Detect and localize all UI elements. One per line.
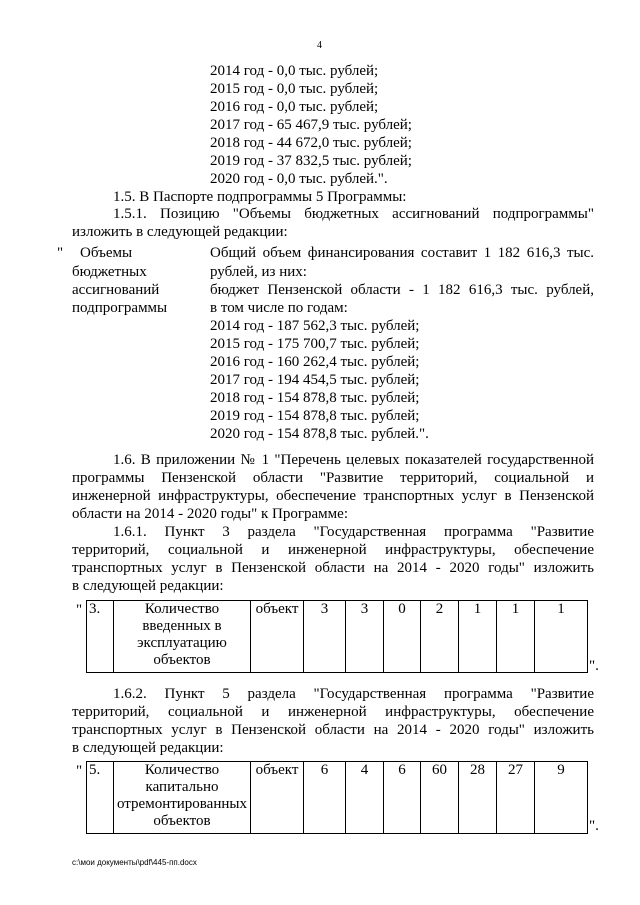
label-line: ассигнований bbox=[72, 282, 160, 298]
open-quote: " bbox=[76, 763, 83, 779]
indicator-table-5 bbox=[86, 761, 588, 834]
label-line: Объемы bbox=[80, 245, 133, 261]
paragraph-line: области на 2014 - 2020 годы" к Программе: bbox=[72, 506, 348, 522]
value-cell: 6 bbox=[384, 762, 421, 834]
year-line: 2019 год - 154 878,8 тыс. рублей; bbox=[210, 408, 420, 424]
table-row bbox=[87, 601, 588, 673]
paragraph-line: транспортных услуг в Пензенской области на 2014 - 2020 годы" изложить bbox=[72, 560, 594, 576]
paragraph-line: 1.6.2. Пункт 5 раздела "Государственная программа "Развитие bbox=[113, 686, 594, 702]
label-line: подпрограммы bbox=[72, 300, 168, 316]
close-quote: ". bbox=[589, 658, 599, 674]
open-quote: " bbox=[76, 602, 83, 618]
year-line: 2017 год - 65 467,9 тыс. рублей; bbox=[210, 117, 412, 133]
year-line: 2019 год - 37 832,5 тыс. рублей; bbox=[210, 153, 412, 169]
value-cell: 9 bbox=[535, 762, 588, 834]
value-cell: 60 bbox=[421, 762, 459, 834]
year-line: 2015 год - 175 700,7 тыс. рублей; bbox=[210, 336, 420, 352]
section-1-5-1-line: 1.5.1. Позицию "Объемы бюджетных ассигнований подпрограммы" bbox=[113, 206, 594, 222]
value-cell: 1 bbox=[497, 601, 535, 673]
open-quote: " bbox=[57, 245, 64, 261]
paragraph-line: территорий, социальной и инженерной инфраструктуры, обеспечение bbox=[72, 542, 594, 558]
paragraph-line: в следующей редакции: bbox=[72, 740, 224, 756]
value-cell: 2 bbox=[421, 601, 459, 673]
year-line: 2018 год - 44 672,0 тыс. рублей; bbox=[210, 135, 412, 151]
year-line: 2020 год - 154 878,8 тыс. рублей.". bbox=[210, 426, 429, 442]
paragraph-line: транспортных услуг в Пензенской области на 2014 - 2020 годы" изложить bbox=[72, 722, 594, 738]
value-line: Общий объем финансирования составит 1 182 616,3 тыс. bbox=[210, 245, 594, 261]
footer-file-path: c:\мои документы\pdf\445-пп.docx bbox=[72, 858, 197, 867]
paragraph-line: в следующей редакции: bbox=[72, 578, 224, 594]
year-line: 2016 год - 160 262,4 тыс. рублей; bbox=[210, 354, 420, 370]
paragraph-line: программы Пензенской области "Развитие территорий, социальной и bbox=[72, 470, 594, 486]
year-line: 2016 год - 0,0 тыс. рублей; bbox=[210, 99, 379, 115]
indicator-name: Количество капитально отремонтированных объектов bbox=[114, 762, 251, 834]
value-cell: 0 bbox=[384, 601, 421, 673]
value-cell: 28 bbox=[459, 762, 497, 834]
indicator-table-3 bbox=[86, 600, 588, 673]
page-number: 4 bbox=[317, 40, 322, 51]
value-cell: 3 bbox=[304, 601, 346, 673]
year-line: 2017 год - 194 454,5 тыс. рублей; bbox=[210, 372, 420, 388]
paragraph-line: территорий, социальной и инженерной инфраструктуры, обеспечение bbox=[72, 704, 594, 720]
year-line: 2014 год - 187 562,3 тыс. рублей; bbox=[210, 318, 420, 334]
value-cell: 3 bbox=[346, 601, 384, 673]
value-cell: 6 bbox=[304, 762, 346, 834]
paragraph-line: инженерной инфраструктуры, обеспечение транспортных услуг в Пензенской bbox=[72, 488, 594, 504]
value-line: рублей, из них: bbox=[210, 264, 307, 280]
section-1-5-heading: 1.5. В Паспорте подпрограммы 5 Программы: bbox=[113, 189, 407, 205]
year-line: 2020 год - 0,0 тыс. рублей.". bbox=[210, 171, 388, 187]
value-cell: 1 bbox=[459, 601, 497, 673]
row-number: 3. bbox=[87, 601, 114, 673]
unit-cell: объект bbox=[251, 762, 304, 834]
close-quote: ". bbox=[589, 818, 599, 834]
section-1-5-1-line: изложить в следующей редакции: bbox=[72, 224, 288, 240]
label-line: бюджетных bbox=[72, 264, 147, 280]
year-line: 2014 год - 0,0 тыс. рублей; bbox=[210, 63, 379, 79]
value-line: в том числе по годам: bbox=[210, 300, 348, 316]
value-cell: 4 bbox=[346, 762, 384, 834]
paragraph-line: 1.6.1. Пункт 3 раздела "Государственная программа "Развитие bbox=[113, 524, 594, 540]
table-row bbox=[87, 762, 588, 834]
unit-cell: объект bbox=[251, 601, 304, 673]
value-cell: 27 bbox=[497, 762, 535, 834]
year-line: 2018 год - 154 878,8 тыс. рублей; bbox=[210, 390, 420, 406]
indicator-name: Количество введенных в эксплуатацию объектов bbox=[114, 601, 251, 673]
year-line: 2015 год - 0,0 тыс. рублей; bbox=[210, 81, 379, 97]
row-number: 5. bbox=[87, 762, 114, 834]
value-line: бюджет Пензенской области - 1 182 616,3 тыс. рублей, bbox=[210, 282, 594, 298]
paragraph-line: 1.6. В приложении № 1 "Перечень целевых показателей государственной bbox=[113, 452, 594, 468]
value-cell: 1 bbox=[535, 601, 588, 673]
